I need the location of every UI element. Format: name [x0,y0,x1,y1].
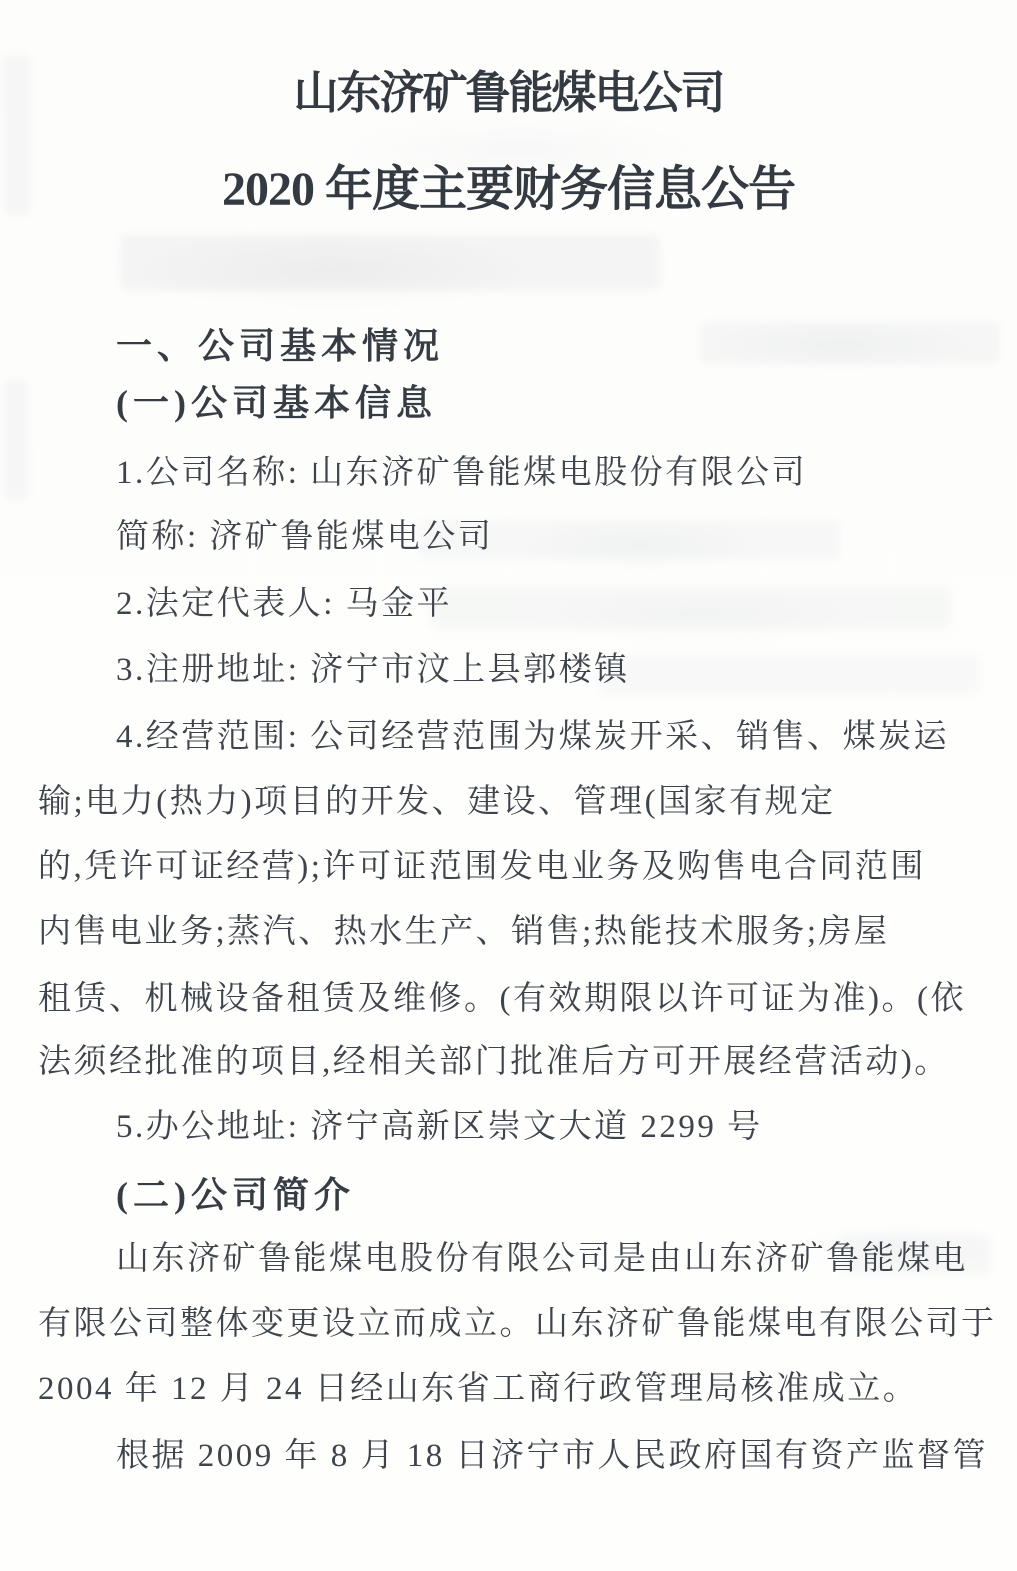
text-line-business-scope-3: 的,凭许可证经营);许可证范围发电业务及购售电合同范围 [38,849,926,885]
text-line-business-scope-5: 租赁、机械设备租赁及维修。(有效期限以许可证为准)。(依 [38,981,966,1017]
section-heading-1: 一、公司基本情况 [116,325,445,366]
text-line-office-address: 5.办公地址: 济宁高新区崇文大道 2299 号 [116,1109,763,1145]
text-line-legal-representative: 2.法定代表人: 马金平 [116,586,453,622]
text-line-intro-2: 有限公司整体变更设立而成立。山东济矿鲁能煤电有限公司于 [38,1306,997,1342]
text-line-intro-3: 2004 年 12 月 24 日经山东省工商行政管理局核准成立。 [38,1371,919,1407]
text-line-short-name: 简称: 济矿鲁能煤电公司 [116,519,494,555]
text-line-business-scope-2: 输;电力(热力)项目的开发、建设、管理(国家有规定 [38,784,836,820]
text-line-intro-1: 山东济矿鲁能煤电股份有限公司是由山东济矿鲁能煤电 [116,1241,968,1277]
text-line-business-scope-4: 内售电业务;蒸汽、热水生产、销售;热能技术服务;房屋 [38,914,890,950]
document-title-line2: 2020 年度主要财务信息公告 [221,163,795,216]
document-title-line1: 山东济矿鲁能煤电公司 [293,68,724,118]
text-line-business-scope-1: 4.经营范围: 公司经营范围为煤炭开采、销售、煤炭运 [116,719,950,755]
text-line-intro-4: 根据 2009 年 8 月 18 日济宁市人民政府国有资产监督管 [116,1438,988,1474]
text-line-registered-address: 3.注册地址: 济宁市汶上县郭楼镇 [116,652,630,688]
scan-artifact [120,235,660,290]
scan-artifact [4,380,28,500]
subsection-heading-1-2: (二)公司简介 [116,1175,355,1215]
text-line-company-name: 1.公司名称: 山东济矿鲁能煤电股份有限公司 [116,455,808,491]
subsection-heading-1-1: (一)公司基本信息 [116,383,437,423]
text-line-business-scope-6: 法须经批准的项目,经相关部门批准后方可开展经营活动)。 [38,1044,950,1080]
